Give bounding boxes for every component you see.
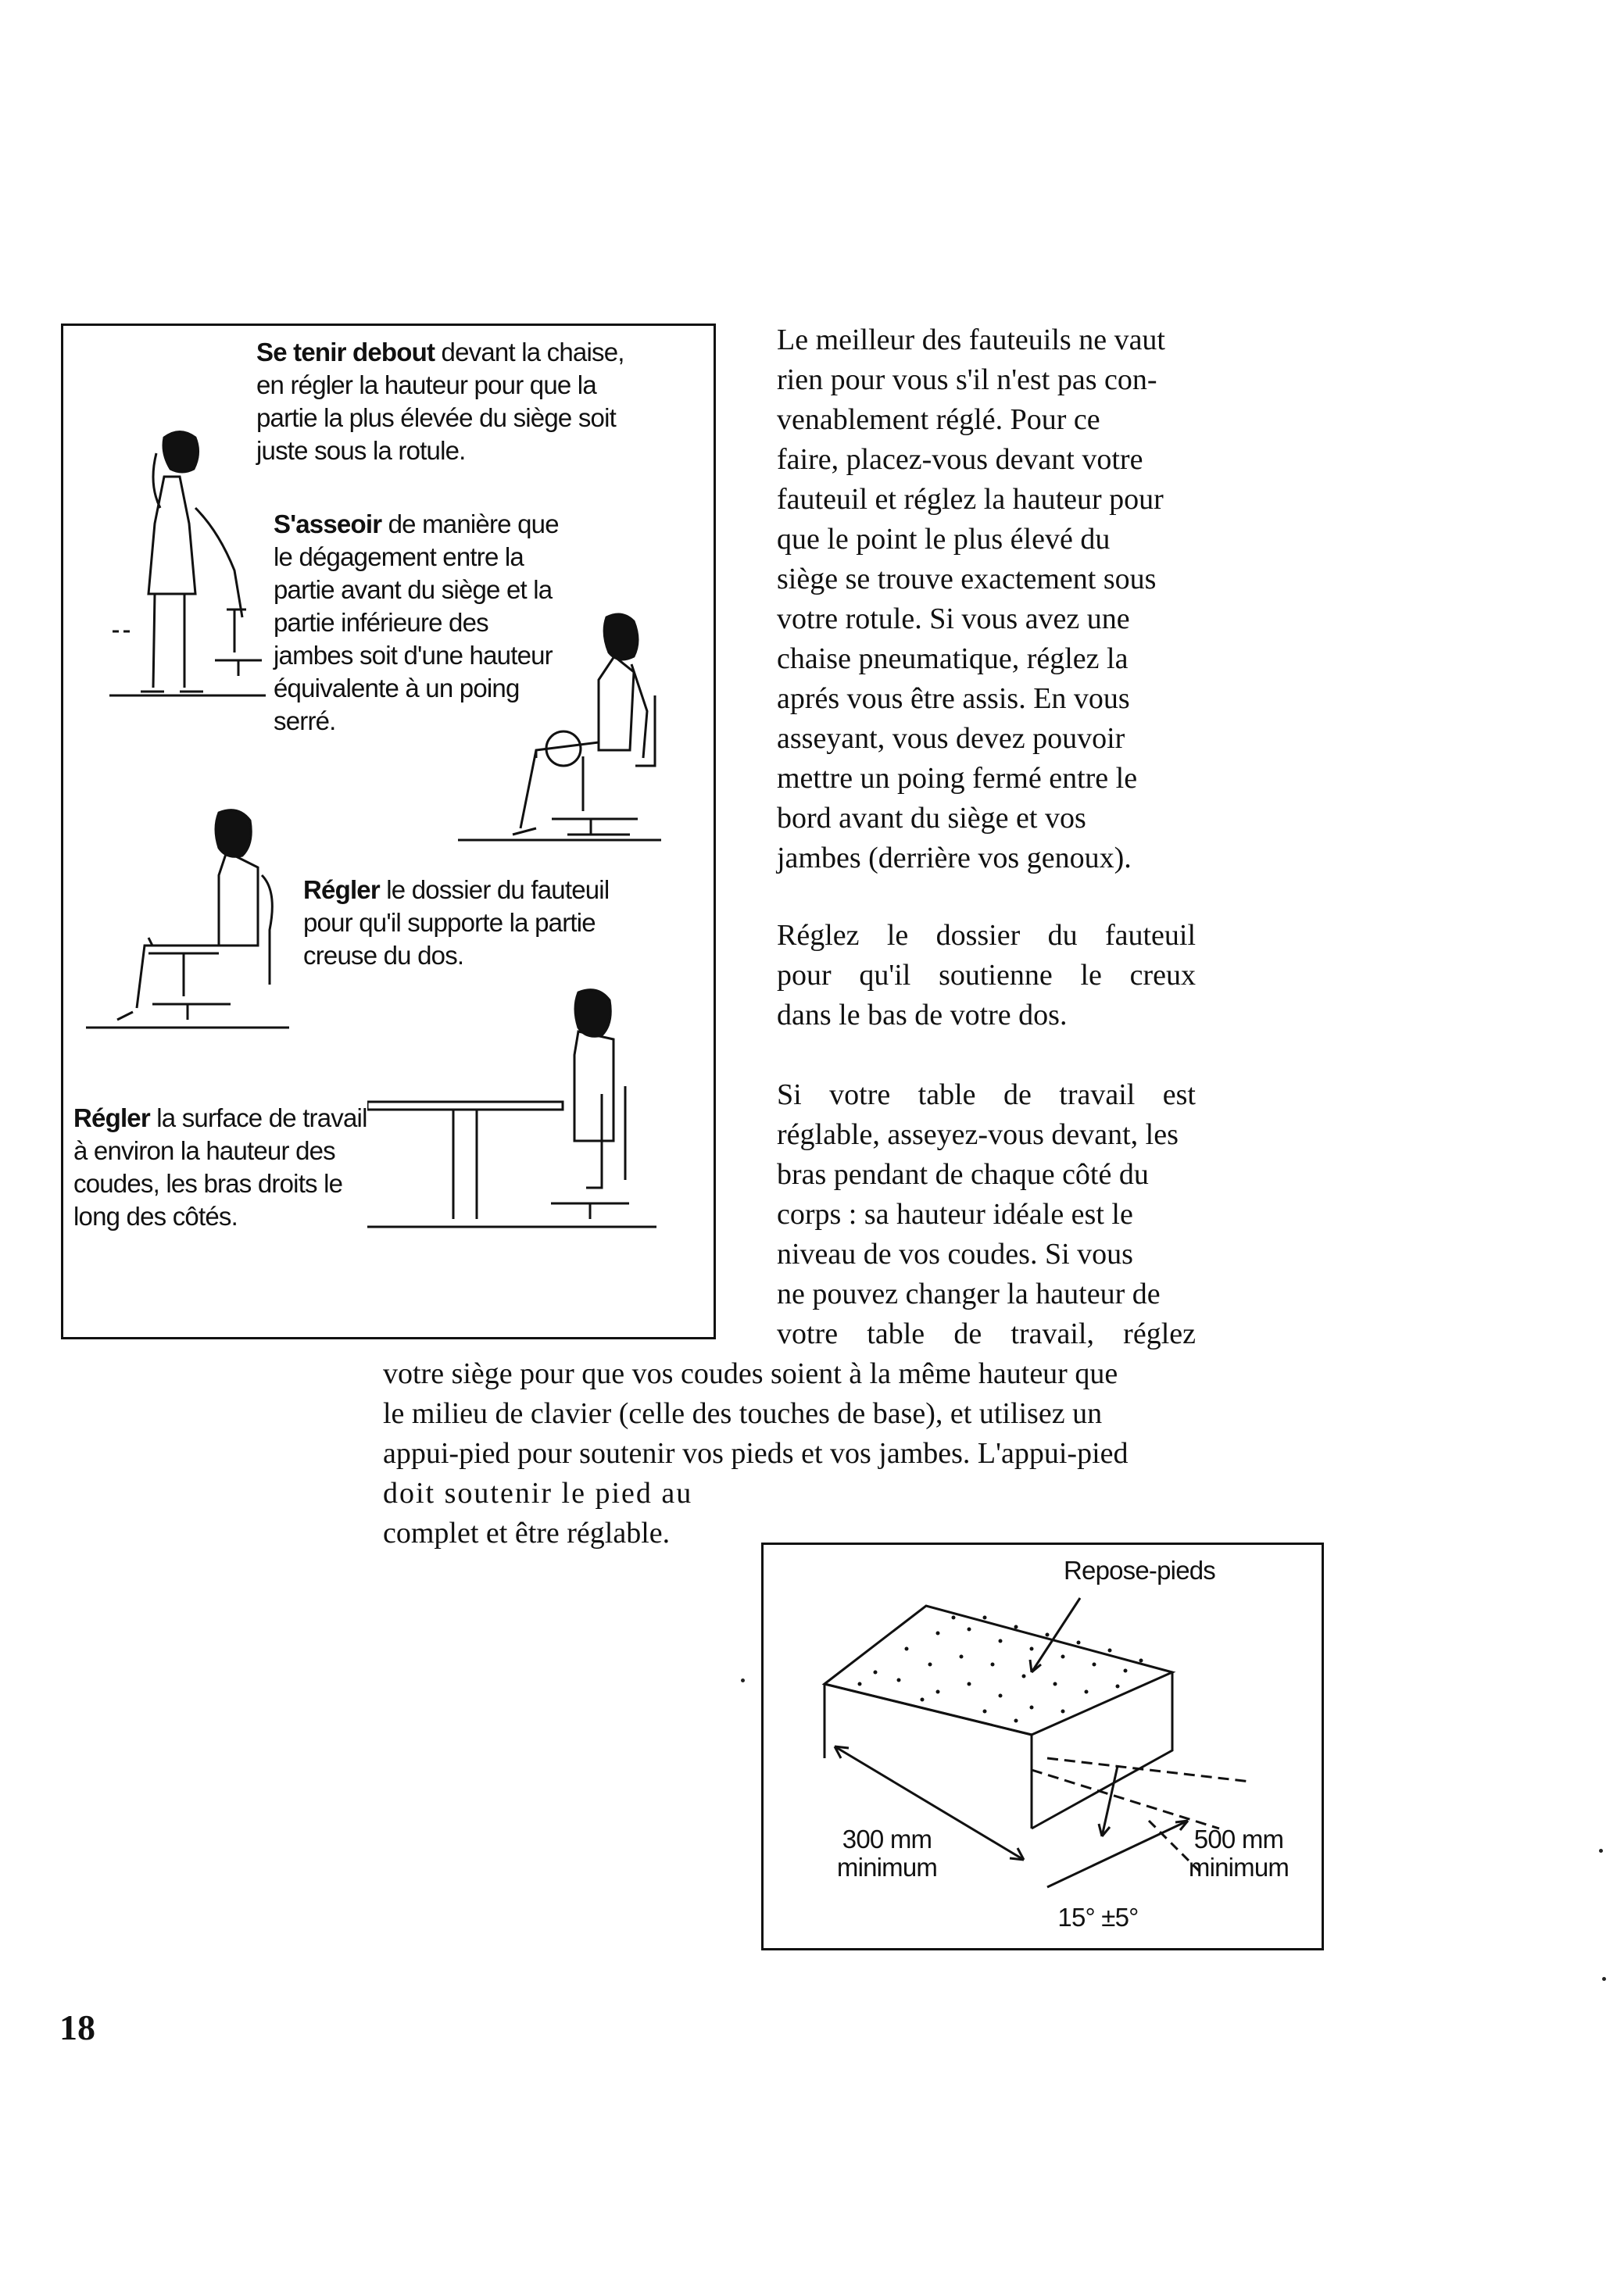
- text-line: bras pendant de chaque côté du: [777, 1158, 1149, 1191]
- seated-woman-illustration: [458, 610, 677, 852]
- step-backrest-bold: Régler: [303, 875, 380, 904]
- text-line: rien pour vous s'il n'est pas con-: [777, 363, 1157, 396]
- desk-woman-illustration: [367, 985, 680, 1242]
- step-backrest-text: le dossier du fauteuil pour qu'il supporte la partie creuse du dos.: [303, 875, 610, 970]
- text-line: Réglez le dossier du fauteuil: [777, 919, 1196, 952]
- backrest-woman-illustration: [86, 805, 320, 1047]
- scan-speck: [1602, 1977, 1606, 1981]
- text-line: corps : sa hauteur idéale est le: [777, 1198, 1133, 1231]
- depth-caption: minimum: [836, 1853, 938, 1882]
- text-line: Si votre table de travail est: [777, 1078, 1196, 1111]
- text-line: dans le bas de votre dos.: [777, 999, 1068, 1031]
- text-line: le milieu de clavier (celle des touches de base), et utilisez un: [383, 1397, 1103, 1430]
- text-line: chaise pneumatique, réglez la: [777, 642, 1129, 675]
- footrest-title: Repose-pieds: [1063, 1556, 1216, 1585]
- text-line: bord avant du siège et vos: [777, 802, 1086, 835]
- step-backrest: [303, 874, 639, 972]
- text-line: niveau de vos coudes. Si vous: [777, 1238, 1133, 1271]
- text-line: votre siège pour que vos coudes soient à la même hauteur que: [383, 1357, 1118, 1390]
- text-line: fauteuil et réglez la hauteur pour: [777, 483, 1164, 516]
- text-line: pour qu'il soutienne le creux: [777, 959, 1196, 992]
- text-line: venablement réglé. Pour ce: [777, 403, 1100, 436]
- text-line: Le meilleur des fauteuils ne vaut: [777, 324, 1165, 356]
- text-line: jambes (derrière vos genoux).: [777, 842, 1132, 874]
- angle-label: 15° ±5°: [1057, 1903, 1139, 1932]
- scan-speck: [741, 1678, 745, 1682]
- width-caption: minimum: [1188, 1853, 1290, 1882]
- text-line: votre table de travail, réglez: [777, 1317, 1196, 1350]
- step-sit-text: de manière que le dégagement entre la partie avant du siège et la partie inférieure des jambes soit d'une hauteur équivalente à un poing serré.: [274, 509, 559, 735]
- step-stand-bold: Se tenir debout: [256, 338, 435, 366]
- page-number: 18: [59, 2007, 95, 2047]
- paragraph-chair-height: [777, 320, 1196, 878]
- text-line: appui-pied pour soutenir vos pieds et vos jambes. L'appui-pied: [383, 1437, 1129, 1470]
- text-line: aprés vous être assis. En vous: [777, 682, 1130, 715]
- step-sit-bold: S'asseoir: [274, 509, 382, 538]
- step-worksurface: [73, 1102, 386, 1233]
- text-line: votre rotule. Si vous avez une: [777, 602, 1130, 635]
- scan-speck: [1599, 1849, 1603, 1853]
- paragraph-backrest: [777, 916, 1196, 1035]
- text-line: siège se trouve exactement sous: [777, 563, 1157, 595]
- text-line: ne pouvez changer la hauteur de: [777, 1278, 1161, 1310]
- text-line: faire, placez-vous devant votre: [777, 443, 1143, 476]
- standing-woman-illustration: [109, 422, 281, 711]
- step-worksurface-text: la surface de travail à environ la hauteur des coudes, les bras droits le long des côtés.: [73, 1103, 367, 1231]
- paragraph-work-surface: [777, 1075, 1196, 1354]
- width-label: [1172, 1825, 1305, 1882]
- text-line: complet et être réglable.: [383, 1517, 671, 1550]
- text-line: mettre un poing fermé entre le: [777, 762, 1138, 795]
- step-stand: [256, 336, 647, 467]
- text-line: réglable, asseyez-vous devant, les: [777, 1118, 1179, 1151]
- text-line: asseyant, vous devez pouvoir: [777, 722, 1125, 755]
- step-stand-text: devant la chaise, en régler la hauteur pour que la partie la plus élevée du siège soit juste sous la rotule.: [256, 338, 624, 465]
- width-value: 500 mm: [1193, 1825, 1284, 1854]
- step-worksurface-bold: Régler: [73, 1103, 150, 1132]
- text-line: doit soutenir le pied au: [383, 1477, 693, 1510]
- text-line: que le point le plus élevé du: [777, 523, 1111, 556]
- depth-value: 300 mm: [842, 1825, 932, 1854]
- paragraph-work-surface-continued: [383, 1354, 1196, 1553]
- depth-label: [821, 1825, 953, 1882]
